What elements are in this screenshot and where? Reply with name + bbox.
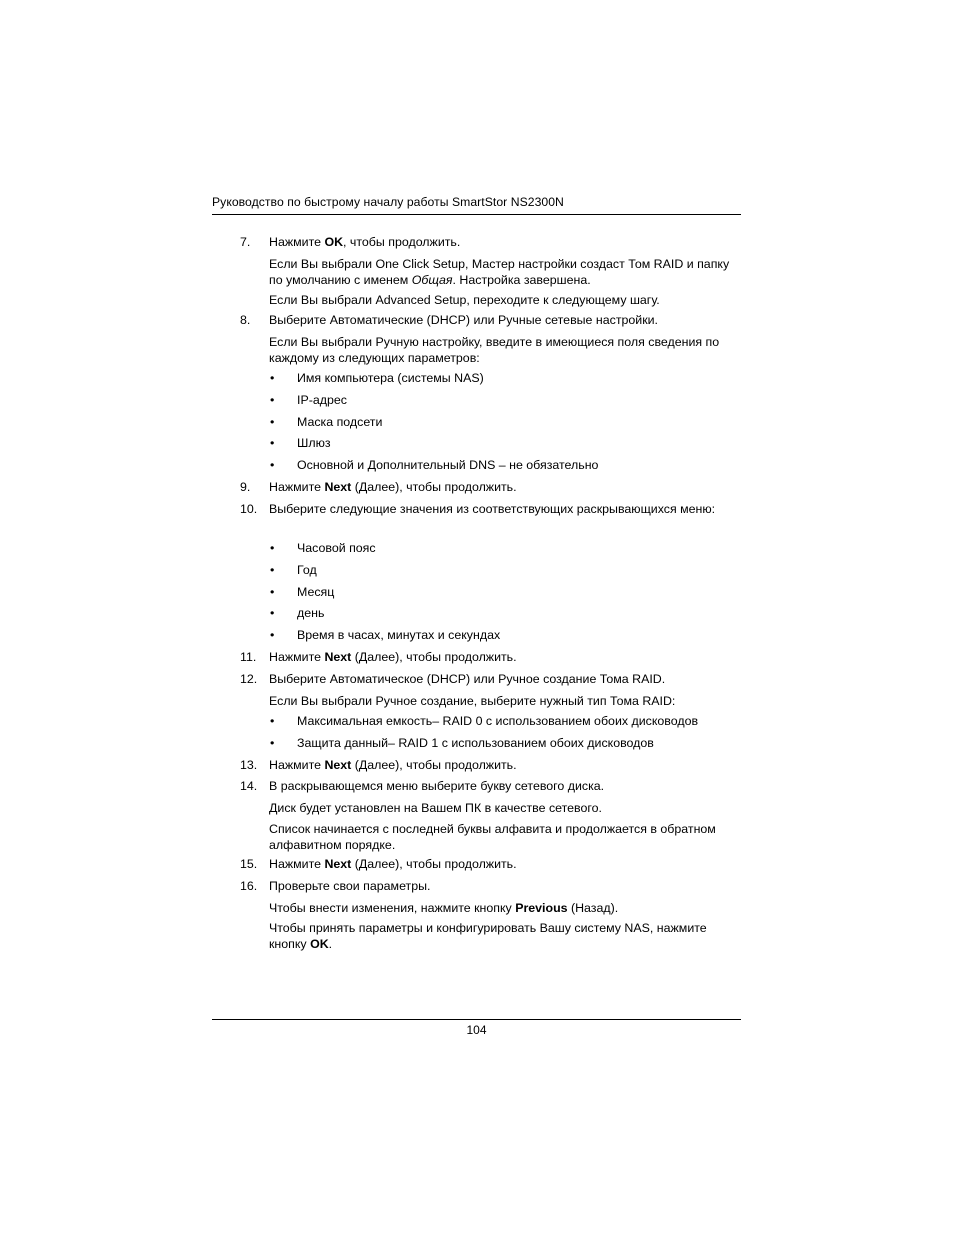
bullet-icon: • xyxy=(270,714,275,728)
step-14-text: В раскрывающемся меню выберите букву сетевого диска. xyxy=(269,779,605,793)
list-item: Год xyxy=(297,563,317,577)
step-7-paragraph-advanced: Если Вы выбрали Advanced Setup, переходите к следующему шагу. xyxy=(269,293,660,307)
step-15-text: Нажмите Next (Далее), чтобы продолжить. xyxy=(269,857,517,871)
step-8-text: Выберите Автоматические (DHCP) или Ручные сетевые настройки. xyxy=(269,313,658,327)
step-number: 11. xyxy=(240,650,257,664)
bullet-icon: • xyxy=(270,736,275,750)
bullet-icon: • xyxy=(270,563,275,577)
list-item: Время в часах, минутах и секундах xyxy=(297,628,501,642)
list-item: Максимальная емкость– RAID 0 с использованием обоих дисководов xyxy=(297,714,699,728)
bullet-icon: • xyxy=(270,458,275,472)
step-number: 7. xyxy=(240,235,251,249)
step-16-paragraph-previous: Чтобы внести изменения, нажмите кнопку Previous (Назад). xyxy=(269,901,619,915)
step-number: 8. xyxy=(240,313,251,327)
step-12-text: Выберите Автоматическое (DHCP) или Ручное создание Тома RAID. xyxy=(269,672,666,686)
step-14-paragraph-one: Диск будет установлен на Вашем ПК в качестве сетевого. xyxy=(269,801,602,815)
list-item: Маска подсети xyxy=(297,415,383,429)
bullet-icon: • xyxy=(270,436,275,450)
page-header-title: Руководство по быстрому началу работы SmartStor NS2300N xyxy=(212,195,564,209)
page-number: 104 xyxy=(466,1023,487,1037)
step-number: 9. xyxy=(240,480,251,494)
step-number: 10. xyxy=(240,502,258,516)
step-16-text: Проверьте свои параметры. xyxy=(269,879,431,893)
step-13-text: Нажмите Next (Далее), чтобы продолжить. xyxy=(269,758,517,772)
step-16-paragraph-ok: Чтобы принять параметры и конфигурировать Вашу систему NAS, нажмите кнопку OK. xyxy=(269,921,707,951)
step-11-text: Нажмите Next (Далее), чтобы продолжить. xyxy=(269,650,517,664)
list-item: день xyxy=(297,606,325,620)
list-item: Защита данный– RAID 1 с использованием обоих дисководов xyxy=(297,736,654,750)
list-item: IP-адрес xyxy=(297,393,347,407)
bullet-icon: • xyxy=(270,541,275,555)
bullet-icon: • xyxy=(270,393,275,407)
step-12-paragraph: Если Вы выбрали Ручное создание, выберите нужный тип Тома RAID: xyxy=(269,694,676,708)
list-item: Имя компьютера (системы NAS) xyxy=(297,371,484,385)
list-item: Месяц xyxy=(297,585,335,599)
list-item: Шлюз xyxy=(297,436,331,450)
step-number: 12. xyxy=(240,672,258,686)
step-9-text: Нажмите Next (Далее), чтобы продолжить. xyxy=(269,480,517,494)
step-number: 13. xyxy=(240,758,258,772)
step-7-paragraph-one-click: Если Вы выбрали One Click Setup, Мастер настройки создаст Том RAID и папку по умолчанию с именем Общая. Настройка завершена. xyxy=(269,257,730,287)
bullet-icon: • xyxy=(270,585,275,599)
bullet-icon: • xyxy=(270,628,275,642)
list-item: Основной и Дополнительный DNS – не обязательно xyxy=(297,458,599,472)
step-14-paragraph-two: Список начинается с последней буквы алфавита и продолжается в обратном алфавитном порядке. xyxy=(269,822,716,852)
step-number: 14. xyxy=(240,779,258,793)
step-number: 16. xyxy=(240,879,258,893)
list-item: Часовой пояс xyxy=(297,541,376,555)
header-rule xyxy=(212,214,741,215)
step-8-paragraph: Если Вы выбрали Ручную настройку, введите в имеющиеся поля сведения по каждому из следующих параметров: xyxy=(269,335,720,365)
footer-rule xyxy=(212,1019,741,1020)
bullet-icon: • xyxy=(270,371,275,385)
step-10-text: Выберите следующие значения из соответствующих раскрывающихся меню: xyxy=(269,502,716,516)
step-number: 15. xyxy=(240,857,258,871)
step-7-text: Нажмите OK, чтобы продолжить. xyxy=(269,235,461,249)
bullet-icon: • xyxy=(270,606,275,620)
bullet-icon: • xyxy=(270,415,275,429)
